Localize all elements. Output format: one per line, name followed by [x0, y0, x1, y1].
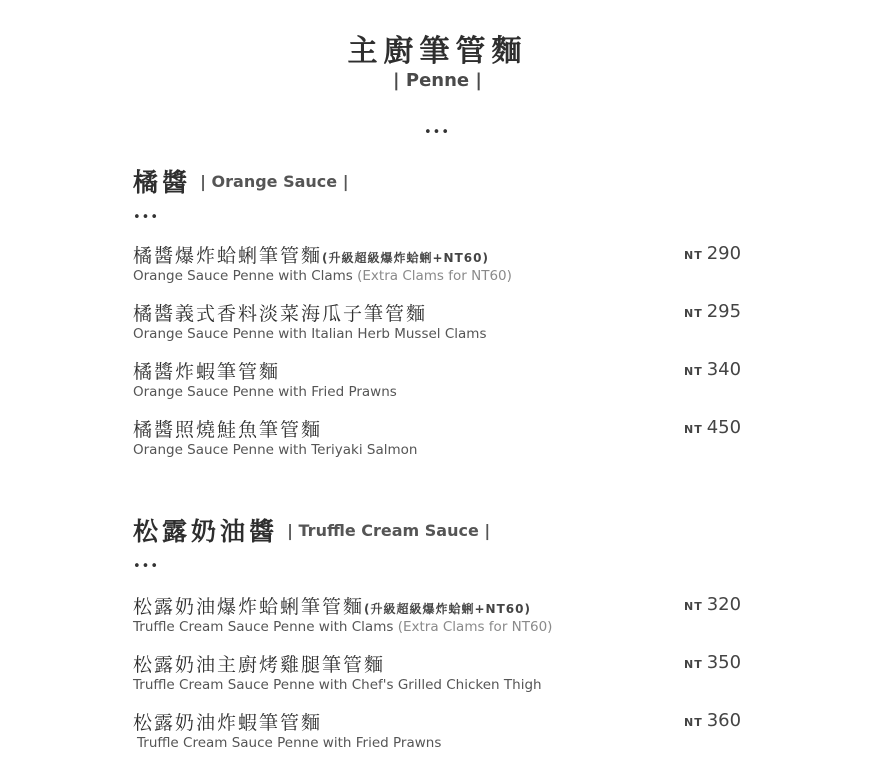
section-title-zh: 橘醬: [133, 168, 192, 197]
item-note-zh: (升級超級爆炸蛤蜊+NT60): [364, 602, 531, 616]
price-currency: NT: [684, 658, 703, 671]
price-currency: NT: [684, 423, 703, 436]
item-name-zh: 橘醬照燒鮭魚筆管麵: [133, 419, 323, 441]
item-name-zh: 松露奶油炸蝦筆管麵: [133, 712, 323, 734]
item-name-zh: 松露奶油主廚烤雞腿筆管麵: [133, 654, 386, 676]
section-title-en: | Orange Sauce |: [200, 171, 349, 191]
item-note-en: (Extra Clams for NT60): [357, 268, 512, 284]
menu-item: [133, 708, 753, 754]
price-value: 290: [706, 243, 742, 264]
item-name-en: Truffle Cream Sauce Penne with Fried Prawns: [137, 735, 442, 751]
page-subtitle: | Penne |: [393, 70, 482, 91]
price-value: 360: [706, 710, 742, 731]
item-price: [684, 301, 741, 322]
item-price: [684, 710, 741, 731]
menu-item: [133, 299, 753, 345]
item-price: [684, 652, 741, 673]
header-dots: •••: [424, 125, 451, 140]
item-price: [684, 417, 741, 438]
item-price: [684, 359, 741, 380]
price-value: 295: [706, 301, 742, 322]
menu-item: [133, 241, 753, 287]
price-currency: NT: [684, 365, 703, 378]
menu-item: [133, 357, 753, 403]
price-currency: NT: [684, 307, 703, 320]
price-currency: NT: [684, 600, 703, 613]
menu-item: [133, 592, 753, 638]
item-name-en: Orange Sauce Penne with Teriyaki Salmon: [133, 442, 418, 458]
item-name-zh: 松露奶油爆炸蛤蜊筆管麵: [133, 596, 365, 618]
item-name-en: Orange Sauce Penne with Fried Prawns: [133, 384, 397, 400]
section-dots: •••: [133, 210, 160, 225]
section-dots: •••: [133, 559, 160, 574]
price-value: 350: [706, 652, 742, 673]
section-title-en: | Truffle Cream Sauce |: [287, 520, 491, 540]
section-title-zh: 松露奶油醬: [133, 517, 279, 546]
item-note-zh: (升級超級爆炸蛤蜊+NT60): [322, 251, 489, 265]
item-name-en: Truffle Cream Sauce Penne with Chef's Grilled Chicken Thigh: [133, 677, 542, 693]
item-name-zh: 橘醬爆炸蛤蜊筆管麵: [133, 245, 323, 267]
item-name-zh: 橘醬炸蝦筆管麵: [133, 361, 281, 383]
item-name-en: Orange Sauce Penne with Italian Herb Mussel Clams: [133, 326, 487, 342]
item-note-en: (Extra Clams for NT60): [397, 619, 553, 635]
item-name-zh: 橘醬義式香料淡菜海瓜子筆管麵: [133, 303, 428, 325]
menu-item: [133, 650, 753, 696]
page-title: 主廚筆管麵: [347, 34, 528, 69]
section-heading-truffle-cream-sauce: [133, 512, 490, 548]
item-price: [684, 243, 741, 264]
item-price: [684, 594, 741, 615]
section-heading-orange-sauce: [133, 163, 349, 199]
price-value: 320: [706, 594, 742, 615]
item-name-en: Orange Sauce Penne with Clams: [133, 268, 353, 284]
price-value: 450: [706, 417, 742, 438]
item-name-en: Truffle Cream Sauce Penne with Clams: [133, 619, 394, 635]
menu-item: [133, 415, 753, 461]
price-value: 340: [706, 359, 742, 380]
price-currency: NT: [684, 249, 703, 262]
price-currency: NT: [684, 716, 703, 729]
